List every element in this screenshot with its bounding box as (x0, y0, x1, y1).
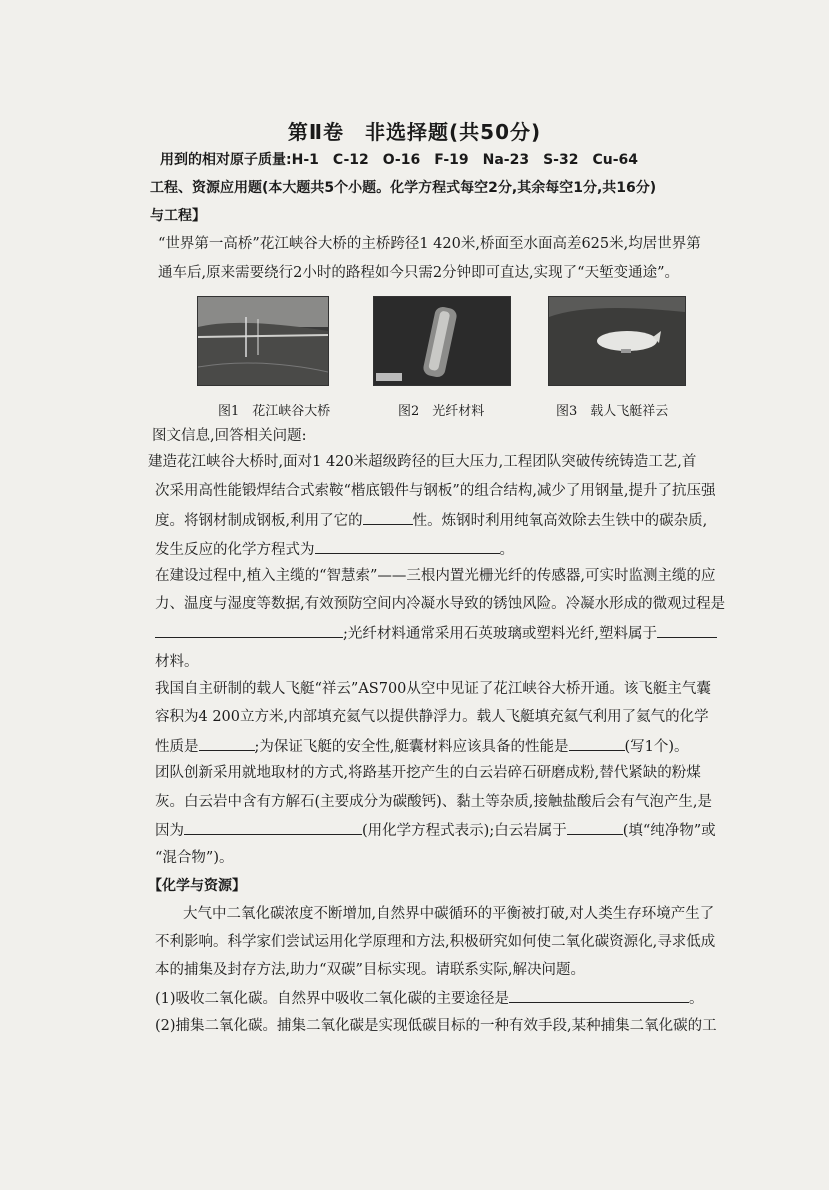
r1-text-b: 。 (689, 991, 704, 1007)
answer-blank[interactable] (509, 988, 689, 1003)
q3-line-2: 容积为4 200立方米,内部填充氦气以提供静浮力。载人飞艇填充氦气利用了氦气的化学 (155, 709, 709, 725)
q1-line-1: 建造花江峡谷大桥时,面对1 420米超级跨径的巨大压力,工程团队突破传统铸造工艺,首 (148, 454, 697, 470)
answer-blank[interactable] (569, 736, 625, 751)
answer-blank[interactable] (567, 820, 623, 835)
resource-intro-3: 本的捕集及封存方法,助力“双碳”目标实现。请联系实际,解决问题。 (155, 962, 586, 978)
answer-blank[interactable] (155, 623, 343, 638)
q3-line-3 (155, 736, 689, 757)
resource-intro-2: 不利影响。科学家们尝试运用化学原理和方法,积极研究如何使二氧化碳资源化,寻求低成 (155, 934, 716, 950)
q4-text-b: (用化学方程式表示);白云岩属于 (362, 823, 567, 839)
bridge-photo (197, 296, 329, 386)
r1-text-a: (1)吸收二氧化碳。自然界中吸收二氧化碳的主要途径是 (155, 991, 510, 1007)
q1-line-4 (155, 539, 514, 560)
figure-1-caption: 图1 花江峡谷大桥 (218, 404, 331, 419)
q4-line-2: 灰。白云岩中含有方解石(主要成分为碳酸钙)、黏土等杂质,接触盐酸后会有气泡产生,是 (155, 794, 713, 810)
q2-line-4: 材料。 (155, 654, 199, 670)
optical-fiber-photo (373, 296, 511, 386)
atomic-masses: 用到的相对原子质量:H-1 C-12 O-16 F-19 Na-23 S-32 Cu-64 (160, 152, 639, 168)
q1-text-d: 。 (499, 542, 514, 558)
page-title: 第Ⅱ卷 非选择题(共50分) (287, 120, 542, 144)
answer-blank[interactable] (199, 736, 255, 751)
q2-line-3 (155, 623, 717, 644)
q1-text-c: 发生反应的化学方程式为 (155, 542, 315, 558)
answer-blank[interactable] (363, 510, 413, 525)
q3-text-b: ;为保证飞艇的安全性,艇囊材料应该具备的性能是 (254, 739, 569, 755)
airship-photo (548, 296, 686, 386)
q3-text-a: 性质是 (155, 739, 199, 755)
q4-text-a: 因为 (155, 823, 184, 839)
q1-line-3 (155, 510, 707, 531)
q3-line-1: 我国自主研制的载人飞艇“祥云”AS700从空中见证了花江峡谷大桥开通。该飞艇主气囊 (155, 681, 711, 697)
answer-blank[interactable] (315, 539, 500, 554)
answer-blank[interactable] (657, 623, 717, 638)
subsection-resources: 【化学与资源】 (148, 878, 246, 894)
q2-text-a: ;光纤材料通常采用石英玻璃或塑料光纤,塑料属于 (343, 626, 657, 642)
q4-line-1: 团队创新采用就地取材的方式,将路基开挖产生的白云岩碎石研磨成粉,替代紧缺的粉煤 (155, 765, 701, 781)
q1-line-2: 次采用高性能锻焊结合式索鞍“楷底锻件与钢板”的组合结构,减少了用钢量,提升了抗压强 (155, 483, 716, 499)
q4-text-c: (填“纯净物”或 (622, 823, 716, 839)
resource-intro-1: 大气中二氧化碳浓度不断增加,自然界中碳循环的平衡被打破,对人类生存环境产生了 (183, 906, 715, 922)
answer-blank[interactable] (184, 820, 362, 835)
r2-line: (2)捕集二氧化碳。捕集二氧化碳是实现低碳目标的一种有效手段,某种捕集二氧化碳的工 (155, 1018, 717, 1034)
figure-2-caption: 图2 光纤材料 (398, 404, 485, 419)
intro-line-2: 通车后,原来需要绕行2小时的路程如今只需2分钟即可直达,实现了“天堑变通途”。 (158, 265, 679, 281)
q4-line-3 (155, 820, 716, 841)
q4-line-4: “混合物”)。 (155, 850, 234, 866)
figure-3-caption: 图3 载人飞艇祥云 (556, 404, 669, 419)
section-header: 工程、资源应用题(本大题共5个小题。化学方程式每空2分,其余每空1分,共16分) (150, 180, 657, 196)
q2-line-2: 力、温度与湿度等数据,有效预防空间内冷凝水导致的锈蚀风险。冷凝水形成的微观过程是 (155, 596, 726, 612)
intro-line-1: “世界第一高桥”花江峡谷大桥的主桥跨径1 420米,桥面至水面高差625米,均居世界第 (158, 236, 701, 252)
q3-text-c: (写1个)。 (624, 739, 689, 755)
q1-text-a: 度。将钢材制成钢板,利用了它的 (155, 513, 363, 529)
subsection-engineering: 与工程】 (150, 208, 206, 224)
instruction: 图文信息,回答相关问题: (152, 428, 307, 444)
r1-line (155, 988, 704, 1009)
q2-line-1: 在建设过程中,植入主缆的“智慧索”——三根内置光栅光纤的传感器,可实时监测主缆的应 (155, 568, 716, 584)
q1-text-b: 性。炼钢时利用纯氧高效除去生铁中的碳杂质, (412, 513, 708, 529)
